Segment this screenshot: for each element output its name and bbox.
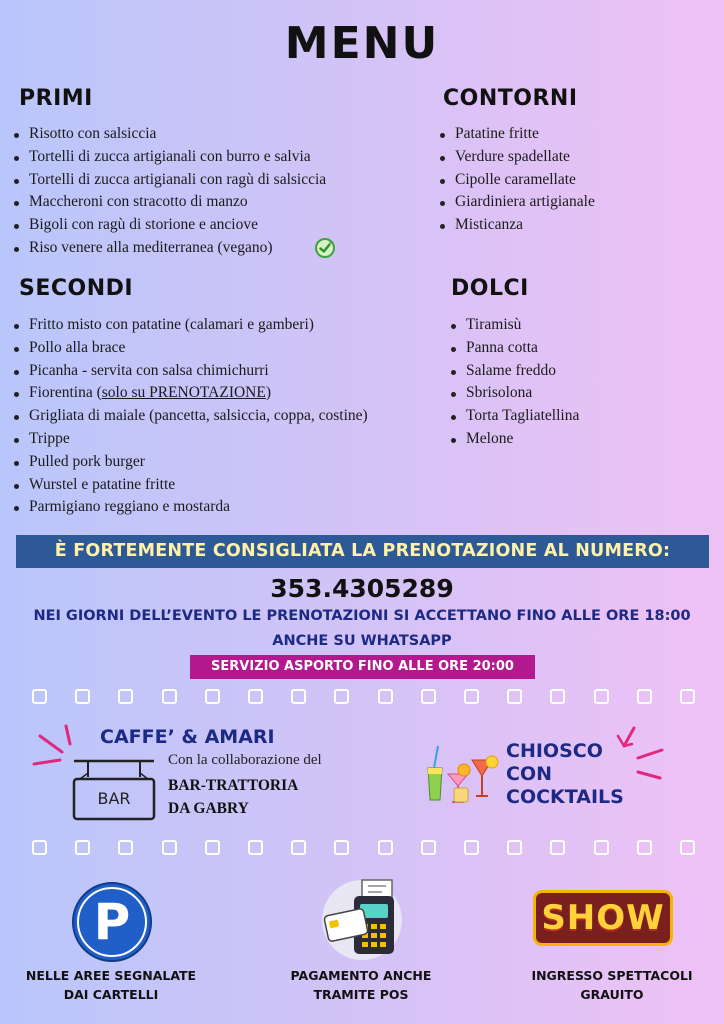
divider-square: [32, 689, 47, 704]
divider-square: [118, 840, 133, 855]
chiosco-line3: COCKTAILS: [506, 786, 624, 808]
divider-square: [205, 689, 220, 704]
bar-name-line1: BAR-TRATTORIA: [168, 777, 299, 794]
list-item: Giardiniera artigianale: [438, 191, 595, 214]
divider-square: [291, 689, 306, 704]
primi-heading: PRIMI: [19, 86, 93, 111]
show-caption-line1: INGRESSO SPETTACOLI: [531, 968, 693, 983]
divider-square: [464, 689, 479, 704]
divider-square: [334, 689, 349, 704]
booking-banner-text: È FORTEMENTE CONSIGLIATA LA PRENOTAZIONE AL NUMERO:: [54, 541, 671, 561]
divider-square: [248, 840, 263, 855]
bar-name: [168, 774, 298, 820]
takeaway-badge: SERVIZIO ASPORTO FINO ALLE ORE 20:00: [190, 655, 535, 679]
show-caption-line2: GRAUITO: [580, 987, 644, 1002]
list-item: Parmigiano reggiano e mostarda: [12, 496, 368, 519]
vegan-check-icon: [314, 237, 336, 259]
booking-hours-note: NEI GIORNI DELL’EVENTO LE PRENOTAZIONI SI ACCETTANO FINO ALLE ORE 18:00: [33, 608, 691, 624]
parking-caption: [0, 966, 222, 1004]
chiosco-title: [506, 740, 624, 809]
sparkle-left-icon: [30, 722, 74, 782]
list-item-fiorentina: [12, 382, 368, 405]
list-item: Bigoli con ragù di storione e anciove: [12, 214, 326, 237]
cocktails-icon: [420, 740, 502, 810]
list-item: Melone: [449, 428, 579, 451]
fiorentina-close: ): [265, 384, 272, 402]
divider-square: [162, 689, 177, 704]
booking-banner: [16, 535, 709, 568]
list-item: Panna cotta: [449, 337, 579, 360]
divider-square: [550, 689, 565, 704]
pos-caption-line1: PAGAMENTO ANCHE: [290, 968, 432, 983]
divider-square: [637, 689, 652, 704]
divider-square: [507, 840, 522, 855]
divider-square: [378, 840, 393, 855]
list-item: Patatine fritte: [438, 123, 595, 146]
divider-square: [680, 840, 695, 855]
fiorentina-label: Fiorentina (: [29, 384, 102, 402]
list-item: Torta Tagliatellina: [449, 405, 579, 428]
bar-sign-label: BAR: [97, 789, 131, 808]
primi-list: [12, 123, 326, 260]
phone-number[interactable]: 353.4305289: [270, 574, 454, 603]
list-item: [12, 237, 326, 260]
list-item: Wurstel e patatine fritte: [12, 474, 368, 497]
divider-square: [75, 840, 90, 855]
list-item: Salame freddo: [449, 360, 579, 383]
caffe-amari-title: CAFFE’ & AMARI: [100, 726, 275, 748]
pos-terminal-icon: [318, 874, 406, 962]
bar-name-line2: DA GABRY: [168, 800, 249, 817]
divider-square: [205, 840, 220, 855]
list-item: Pollo alla brace: [12, 337, 368, 360]
list-item: Fritto misto con patatine (calamari e gamberi): [12, 314, 368, 337]
show-caption: [500, 966, 724, 1004]
list-item: Sbrisolona: [449, 382, 579, 405]
list-item: Grigliata di maiale (pancetta, salsiccia, coppa, costine): [12, 405, 368, 428]
divider-square: [291, 840, 306, 855]
chiosco-line1: CHIOSCO: [506, 740, 603, 762]
list-item: Pulled pork burger: [12, 451, 368, 474]
pos-caption: [250, 966, 472, 1004]
list-item: Misticanza: [438, 214, 595, 237]
booking-only-note: solo su PRENOTAZIONE: [101, 384, 266, 402]
divider-square: [421, 689, 436, 704]
divider-square: [75, 689, 90, 704]
divider-square: [162, 840, 177, 855]
contorni-heading: CONTORNI: [443, 86, 578, 111]
divider-square: [421, 840, 436, 855]
contorni-list: [438, 123, 595, 237]
divider-square: [550, 840, 565, 855]
dolci-list: [449, 314, 579, 451]
menu-title: MENU: [284, 18, 440, 69]
parking-caption-line1: NELLE AREE SEGNALATE: [25, 968, 197, 983]
divider-square: [248, 689, 263, 704]
divider-square: [378, 689, 393, 704]
divider-square: [507, 689, 522, 704]
parking-letter: P: [93, 893, 131, 951]
divider-square: [118, 689, 133, 704]
secondi-heading: SECONDI: [19, 276, 134, 301]
secondi-list: [12, 314, 368, 519]
list-item: Trippe: [12, 428, 368, 451]
divider-square: [637, 840, 652, 855]
list-item: Picanha - servita con salsa chimichurri: [12, 360, 368, 383]
whatsapp-note: ANCHE SU WHATSAPP: [272, 633, 452, 649]
list-item: Verdure spadellate: [438, 146, 595, 169]
list-item: Tortelli di zucca artigianali con ragù di salsiccia: [12, 169, 326, 192]
list-item: Tiramisù: [449, 314, 579, 337]
sparkle-right-icon: [612, 724, 670, 786]
list-item: Risotto con salsiccia: [12, 123, 326, 146]
dolci-heading: DOLCI: [451, 276, 529, 301]
list-item: Tortelli di zucca artigianali con burro e salvia: [12, 146, 326, 169]
pos-caption-line2: TRAMITE POS: [313, 987, 409, 1002]
chiosco-line2: CON: [506, 763, 552, 785]
divider-square: [594, 840, 609, 855]
collab-text: Con la collaborazione del: [168, 752, 322, 768]
list-item: Cipolle caramellate: [438, 169, 595, 192]
divider-square: [334, 840, 349, 855]
divider-square: [594, 689, 609, 704]
show-label: SHOW: [541, 898, 665, 938]
divider-square: [464, 840, 479, 855]
divider-square: [680, 689, 695, 704]
list-item-label: Riso venere alla mediterranea (vegano): [29, 238, 273, 256]
parking-caption-line2: DAI CARTELLI: [63, 987, 159, 1002]
divider-square: [32, 840, 47, 855]
list-item: Maccheroni con stracotto di manzo: [12, 191, 326, 214]
